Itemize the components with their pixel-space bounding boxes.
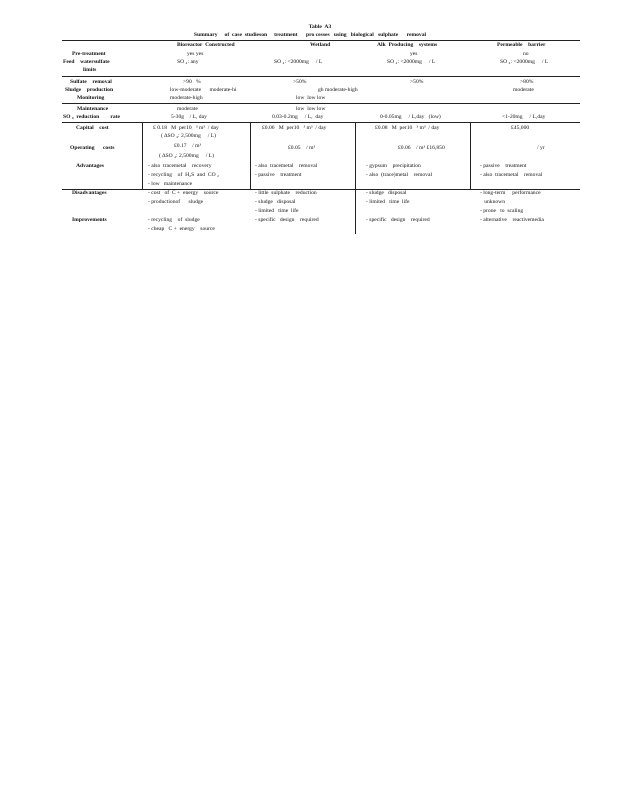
cell-reduction-c2: 0.03-0.2mg / L, day <box>272 114 324 120</box>
cell-dis-c4-3: - prone to scaling <box>480 208 524 214</box>
row-label-reduction-rate: SO ₄ reduction rate <box>63 114 121 120</box>
col-header-permeable: Permeable barrier <box>497 42 546 48</box>
cell-pretreatment-c1: yes yes <box>187 51 204 57</box>
cell-reduction-c3: 0-0.05mg / L,day (low) <box>380 114 441 120</box>
cell-reduction-c1: 5-30g / L, day <box>171 114 207 120</box>
col-header-bioreactor: Bioreactor Constructed <box>177 42 235 48</box>
cell-adv-c1-3: - low maintenance <box>148 181 193 187</box>
cell-operating-c3: £0.06 / m³ £16,850 <box>398 145 445 151</box>
rule-3 <box>62 103 580 104</box>
cell-capital-c4: £45,000 <box>511 125 530 131</box>
cell-maintenance-c2: low low low <box>296 106 326 112</box>
cell-capital-c1: £ 0.18 M per10 ³ m³ / day <box>153 125 219 131</box>
row-label-disadvantages: Disadvantages <box>72 190 107 196</box>
cell-operating-c4: / yr <box>537 145 545 151</box>
row-label-monitoring: Monitoring <box>77 95 105 101</box>
cell-dis-c3-2: - limited time life <box>366 199 410 205</box>
cell-reduction-c4: <1-20mg / L,day <box>502 114 546 120</box>
row-label-improvements: Improvements <box>72 217 107 223</box>
rule-4 <box>62 122 580 123</box>
cell-feed-c2: SO ₄: <2000mg / L <box>274 59 323 65</box>
divider-v4 <box>470 122 471 190</box>
cell-dis-c4-1: - long-term performance <box>480 190 541 196</box>
cell-sulfate-c2: >50% <box>293 79 307 85</box>
cell-feed-c3: SO ₄: <2000mg / L <box>387 59 436 65</box>
divider-v1 <box>142 122 143 190</box>
table-caption: Summary of case studieson treatment pro cesses using biological sulphate removal <box>193 32 427 38</box>
cell-adv-c2-2: - passive treatment <box>255 172 302 178</box>
cell-operating-c2: £0.05 / m³ <box>288 145 316 151</box>
divider-v2 <box>250 122 251 190</box>
row-label-pretreatment: Pre-treatment <box>72 51 106 57</box>
cell-sulfate-c1: >90 % <box>183 79 201 85</box>
table-number: Table A3 <box>308 24 332 30</box>
cell-maintenance-c1: moderate <box>177 106 198 112</box>
cell-imp-c2-1: - specific design required <box>255 217 319 223</box>
cell-sulfate-c4: >80% <box>520 79 534 85</box>
cell-dis-c4-2: unknown <box>480 199 506 205</box>
cell-monitoring-c1: moderate-high <box>170 95 203 101</box>
cell-adv-c4-2: - also tracemetal removal <box>480 172 543 178</box>
cell-adv-c3-2: - also (trace)metal removal <box>366 172 433 178</box>
cell-dis-c1-2: - productionof sludge <box>148 199 204 205</box>
cell-pretreatment-c3: yes <box>410 51 418 57</box>
cell-capital-c3: £0.08 M per10 ³ m³ / day <box>375 125 440 131</box>
cell-monitoring-c2: low low low <box>296 95 326 101</box>
cell-adv-c4-1: - passive treatment <box>480 163 527 169</box>
row-label-advantages: Advantages <box>76 163 104 169</box>
cell-dis-c2-2: - sludge disposal <box>255 199 296 205</box>
rule-2 <box>62 76 580 77</box>
row-label-feed-2: limits <box>83 67 97 73</box>
cell-adv-c1-1: - also tracemetal recovery <box>148 163 212 169</box>
row-label-maintenance: Maintenance <box>77 106 109 112</box>
cell-dis-c2-1: - little sulphate reduction <box>255 190 317 196</box>
cell-dis-c1-1: - cost of C + energy source <box>148 190 219 196</box>
rule-top <box>62 40 580 41</box>
cell-operating-c1b: ( ΔSO ₄: 2,500mg / L) <box>159 153 214 159</box>
row-label-sludge: Sludge production <box>65 87 114 93</box>
cell-imp-c3-1: - specific design required <box>366 217 430 223</box>
cell-pretreatment-c4: no <box>523 51 529 57</box>
cell-adv-c3-1: - gypsum precipitation <box>366 163 421 169</box>
cell-dis-c3-1: - sludge disposal <box>366 190 407 196</box>
row-label-sulfate-removal: Sulfate removal <box>70 79 112 85</box>
col-header-wetland: Wetland <box>310 42 331 48</box>
cell-capital-c2: £0.06 M per10 ³ m³ / day <box>262 125 327 131</box>
col-header-alk: Alk Producing systems <box>377 42 438 48</box>
cell-imp-c1-1: - recycling of sludge <box>148 217 200 223</box>
cell-imp-c4-1: - alternative reactivemedia <box>480 217 544 223</box>
cell-sludge-c2: gh moderate-high <box>318 87 358 93</box>
cell-feed-c1: SO ₄: any <box>177 59 199 65</box>
row-label-operating-costs: Operating costs <box>70 145 115 151</box>
cell-dis-c2-3: - limited time life <box>255 208 299 214</box>
cell-sludge-c1: low-moderate moderate-hi <box>170 87 237 93</box>
row-label-capital-cost: Capital cost <box>76 125 109 131</box>
cell-feed-c4: SO ₄: <2000mg / L <box>500 59 549 65</box>
cell-adv-c1-2: - recycling of H₂S and CO ₂ <box>148 172 220 178</box>
divider-v3 <box>355 122 356 234</box>
cell-capital-c1b: ( ΔSO ₄: 2,500mg / L) <box>161 133 216 139</box>
cell-operating-c1: £0.17 / m³ <box>174 143 202 149</box>
cell-adv-c2-1: - also tracemetal removal <box>255 163 318 169</box>
cell-imp-c1-2: - cheap C + energy source <box>148 226 215 232</box>
row-label-feed: Feed watersulfate <box>63 59 110 65</box>
cell-sludge-c4: moderate <box>513 87 534 93</box>
cell-sulfate-c3: >50% <box>410 79 424 85</box>
